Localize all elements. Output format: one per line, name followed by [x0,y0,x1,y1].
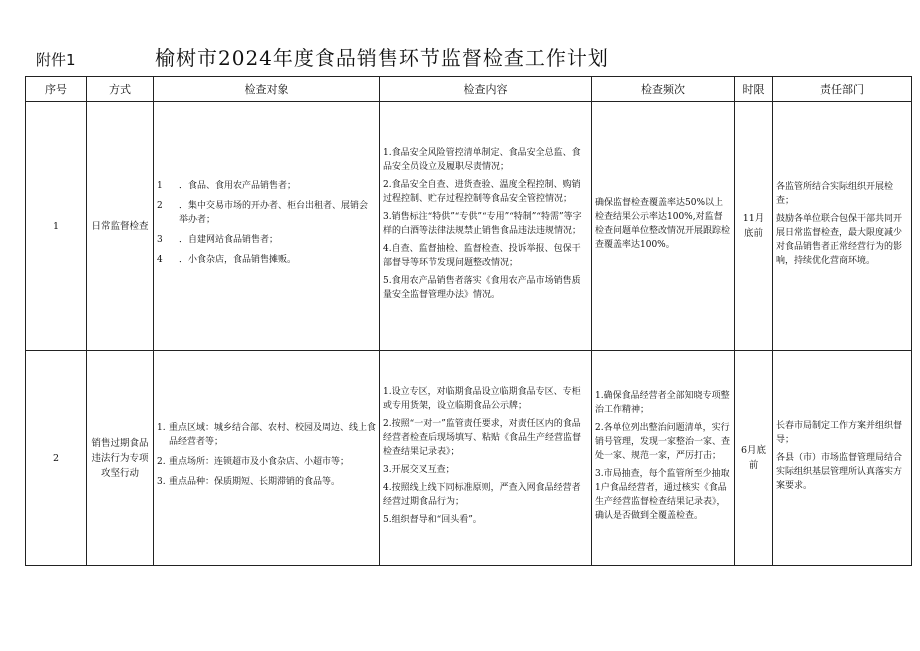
frequency-item: 确保监督检查覆盖率达50%以上检查结果公示率达100%,对监督检查问题单位整改情况开展跟踪检查覆盖率达100%。 [595,198,731,250]
row-deadline: 6月底前 [735,351,773,566]
row-method: 销售过期食品违法行为专项攻坚行动 [87,351,154,566]
row-dept [773,102,912,351]
header-objects: 检查对象 [154,77,380,102]
content-item: 2.食品安全自查、进货查验、温度全程控制、购销过程控制、贮存过程控制等食品安全管控情况； [383,180,581,204]
frequency-item: 3.市局抽查，每个监管所至少抽取1户食品经营者，通过核实《食品生产经营监督检查结果记录表》，确认是否做到全覆盖检查。 [595,469,730,521]
frequency-item: 2.各单位列出整治问题清单，实行销号管理，发现一家整治一家、查处一家、规范一家，严厉打击； [595,423,731,461]
object-item: 2 ．集中交易市场的开办者、柜台出租者、展销会举办者； [157,201,369,225]
page-title: 榆树市2024年度食品销售环节监督检查工作计划 [155,46,609,70]
header-deadline: 时限 [735,77,773,102]
content-item: 1.设立专区，对临期食品设立临期食品专区、专柜或专用货架，设立临期食品公示牌； [383,387,581,411]
row-dept [773,351,912,566]
row-method: 日常监督检查 [87,102,154,351]
content-item: 4.自查、监督抽检、监督检查、投诉举报、包保干部督导等环节发现问题整改情况； [383,244,581,268]
object-item: 3. 重点品种：保质期短、长期滞销的食品等。 [157,477,341,487]
header-dept: 责任部门 [773,77,912,102]
header-content: 检查内容 [380,77,592,102]
row-frequency [592,102,735,351]
header-frequency: 检查频次 [592,77,735,102]
content-item: 3.开展交叉互查； [383,465,455,475]
frequency-item: 1.确保食品经营者全部知晓专项整治工作精神； [595,391,730,415]
object-item: 3 ．自建网站食品销售者； [157,235,279,245]
table-row [26,102,912,351]
row-deadline: 11月底前 [735,102,773,351]
object-item: 2. 重点场所：连锁超市及小食杂店、小超市等； [157,457,350,467]
row-objects [154,351,380,566]
row-content [380,351,592,566]
row-no: 1 [26,102,87,351]
header-no: 序号 [26,77,87,102]
content-item: 4.按照线上线下同标准原则，严查入网食品经营者经营过期食品行为； [383,483,581,507]
dept-item: 各监管所结合实际组织开展检查； [776,182,894,206]
content-item: 5.食用农产品销售者落实《食用农产品市场销售质量安全监督管理办法》情况。 [383,276,581,300]
dept-item: 各县（市）市场监督管理局结合实际组织基层管理所认真落实方案要求。 [776,453,903,491]
content-item: 1.食品安全风险管控清单制定、食品安全总监、食品安全员设立及履职尽责情况； [383,148,581,172]
table-header-row [26,77,912,102]
row-no: 2 [26,351,87,566]
content-item: 3.销售标注“特供”“专供”“专用”“特制”“特需”等字样的白酒等法律法规禁止销售食品违法违规情况； [383,212,582,236]
attachment-label: 附件1 [36,51,76,69]
dept-item: 鼓励各单位联合包保干部共同开展日常监督检查，最大限度减少对食品销售者正常经营行为的影响，持续优化营商环境。 [776,214,903,266]
content-item: 2.按照“一对一”监管责任要求，对责任区内的食品经营者检查后现场填写、粘贴《食品生产经营监督检查结果记录表》； [383,419,582,457]
row-objects [154,102,380,351]
header-method: 方式 [87,77,154,102]
row-frequency [592,351,735,566]
dept-item: 长春市局制定工作方案并组织督导； [776,421,903,445]
table-row [26,351,912,566]
row-content [380,102,592,351]
object-item: 1. 重点区域：城乡结合部、农村、校园及周边、线上食品经营者等； [157,423,377,447]
object-item: 1 ．食品、食用农产品销售者； [157,181,297,191]
plan-table [25,76,912,566]
content-item: 5.组织督导和“回头看”。 [383,515,482,525]
object-item: 4 ．小食杂店，食品销售摊贩。 [157,255,297,265]
